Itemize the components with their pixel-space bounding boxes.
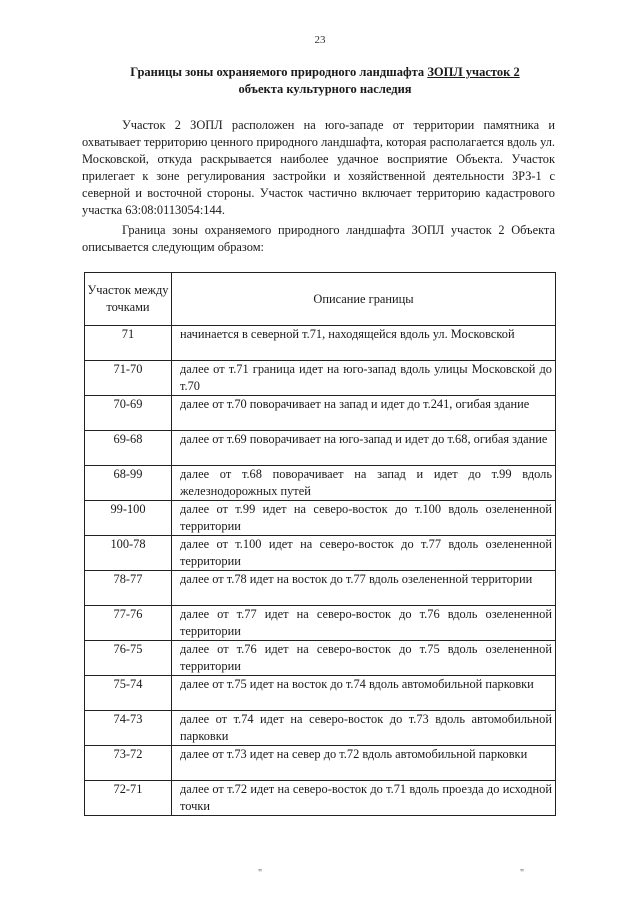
segment-cell: 100-78 xyxy=(85,536,172,571)
segment-cell: 99-100 xyxy=(85,501,172,536)
header-segment: Участок между точками xyxy=(85,273,172,326)
description-cell: далее от т.100 идет на северо-восток до т.77 вдоль озелененной территории xyxy=(172,536,556,571)
segment-cell: 78-77 xyxy=(85,571,172,606)
description-cell: далее от т.74 идет на северо-восток до т.73 вдоль автомобильной парковки xyxy=(172,711,556,746)
segment-cell: 75-74 xyxy=(85,676,172,711)
header-description: Описание границы xyxy=(172,273,556,326)
table-row xyxy=(85,676,556,711)
segment-cell: 77-76 xyxy=(85,606,172,641)
description-cell: далее от т.73 идет на север до т.72 вдоль автомобильной парковки xyxy=(172,746,556,781)
table-row xyxy=(85,711,556,746)
segment-cell: 70-69 xyxy=(85,396,172,431)
segment-cell: 76-75 xyxy=(85,641,172,676)
paragraph-intro: Граница зоны охраняемого природного ландшафта ЗОПЛ участок 2 Объекта описывается следующим образом: xyxy=(82,223,555,254)
segment-cell: 71 xyxy=(85,326,172,361)
page-number: 23 xyxy=(314,34,326,46)
title-prefix: Границы зоны охраняемого природного ландшафта xyxy=(130,65,428,79)
document-title xyxy=(90,64,560,98)
table-row xyxy=(85,466,556,501)
scan-mark-right: " xyxy=(520,868,525,879)
segment-cell: 68-99 xyxy=(85,466,172,501)
segment-cell: 69-68 xyxy=(85,431,172,466)
description-cell: далее от т.99 идет на северо-восток до т.100 вдоль озелененной территории xyxy=(172,501,556,536)
description-cell: далее от т.69 поворачивает на юго-запад и идет до т.68, огибая здание xyxy=(172,431,556,466)
table-row xyxy=(85,536,556,571)
table-row xyxy=(85,396,556,431)
title-underlined: ЗОПЛ участок 2 xyxy=(427,65,520,79)
table-row xyxy=(85,501,556,536)
paragraph-description: Участок 2 ЗОПЛ расположен на юго-западе от территории памятника и охватывает территорию ценного природного ландшафта, которая располагается вдоль ул. Московской, откуда раскрывается наиболее удачное восприятие Объекта. Участок прилегает к зоне регулирования застройки и хозяйственной деятельности ЗРЗ-1 с северной и восточной стороны. Участок частично включает территорию кадастрового участка 63:08:0113054:144. xyxy=(82,118,555,217)
description-cell: начинается в северной т.71, находящейся вдоль ул. Московской xyxy=(172,326,556,361)
title-line-2: объекта культурного наследия xyxy=(238,82,412,96)
table-row xyxy=(85,746,556,781)
boundary-table xyxy=(84,272,556,816)
segment-cell: 74-73 xyxy=(85,711,172,746)
segment-cell: 71-70 xyxy=(85,361,172,396)
table-row xyxy=(85,606,556,641)
description-cell: далее от т.78 идет на восток до т.77 вдоль озелененной территории xyxy=(172,571,556,606)
description-cell: далее от т.68 поворачивает на запад и идет до т.99 вдоль железнодорожных путей xyxy=(172,466,556,501)
description-cell: далее от т.71 граница идет на юго-запад вдоль улицы Московской до т.70 xyxy=(172,361,556,396)
scan-mark-left: " xyxy=(258,868,263,879)
segment-cell: 72-71 xyxy=(85,781,172,816)
table-row xyxy=(85,781,556,816)
description-cell: далее от т.76 идет на северо-восток до т.75 вдоль озелененной территории xyxy=(172,641,556,676)
table-row xyxy=(85,361,556,396)
description-cell: далее от т.72 идет на северо-восток до т.71 вдоль проезда до исходной точки xyxy=(172,781,556,816)
table-row xyxy=(85,571,556,606)
title-line-1 xyxy=(90,64,560,81)
table-row xyxy=(85,431,556,466)
description-cell: далее от т.75 идет на восток до т.74 вдоль автомобильной парковки xyxy=(172,676,556,711)
table-row xyxy=(85,641,556,676)
table-header-row xyxy=(85,273,556,326)
table-row xyxy=(85,326,556,361)
segment-cell: 73-72 xyxy=(85,746,172,781)
description-cell: далее от т.77 идет на северо-восток до т.76 вдоль озелененной территории xyxy=(172,606,556,641)
description-cell: далее от т.70 поворачивает на запад и идет до т.241, огибая здание xyxy=(172,396,556,431)
